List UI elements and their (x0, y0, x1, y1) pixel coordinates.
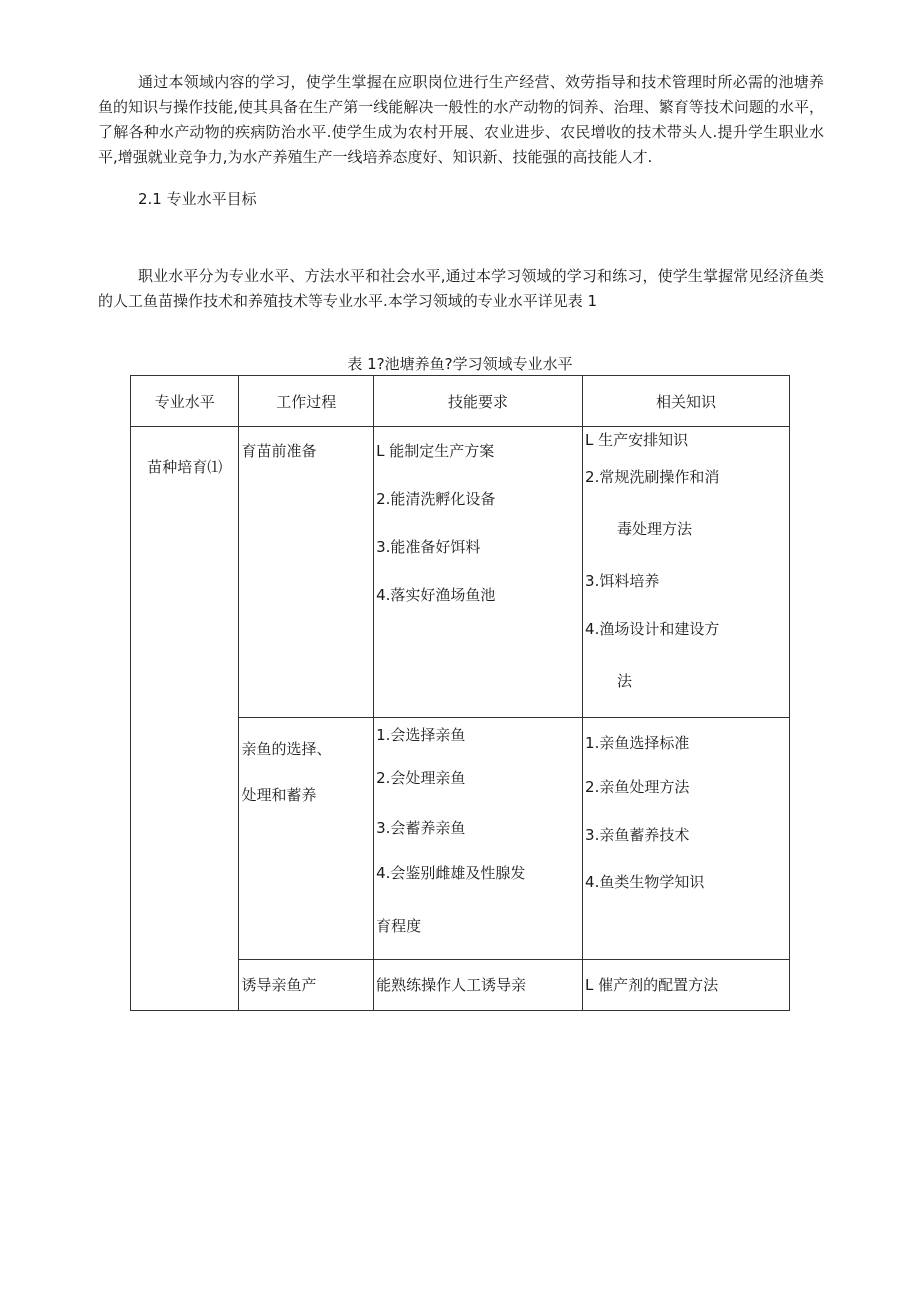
header-process: 工作过程 (239, 376, 374, 427)
list-item: 3.亲鱼蓄养技术 (585, 826, 690, 844)
list-item: 2.常规洗刷操作和消 (585, 468, 720, 486)
knowledge-cell (583, 718, 790, 960)
list-item: L 催产剂的配置方法 (585, 976, 719, 994)
list-item: 4.鱼类生物学知识 (585, 873, 705, 891)
list-item: 4.会鉴别雌雄及性腺发 (376, 864, 526, 882)
list-item: 3.会蓄养亲鱼 (376, 819, 466, 837)
list-item: 1.亲鱼选择标准 (585, 734, 690, 752)
list-item: 4.渔场设计和建设方 (585, 620, 720, 638)
process-cell (239, 718, 374, 960)
list-item: 能熟练操作人工诱导亲 (376, 976, 527, 994)
competency-table (130, 375, 790, 1011)
table-row (131, 427, 790, 718)
list-item: 1.会选择亲鱼 (376, 726, 466, 744)
skills-cell (374, 718, 583, 960)
list-item: 法 (617, 672, 633, 690)
list-item: 3.能准备好饵料 (376, 538, 481, 556)
skills-cell (374, 427, 583, 718)
knowledge-cell (583, 960, 790, 1011)
process-label: 诱导亲鱼产 (241, 976, 317, 994)
level-label: 苗种培育⑴ (147, 458, 223, 476)
list-item: 4.落实好渔场鱼池 (376, 586, 496, 604)
header-level: 专业水平 (131, 376, 239, 427)
list-item: 育程度 (376, 917, 422, 935)
header-knowledge: 相关知识 (583, 376, 790, 427)
process-label-line: 处理和蓄养 (241, 786, 317, 804)
list-item: L 生产安排知识 (585, 431, 689, 449)
list-item: 2.亲鱼处理方法 (585, 778, 690, 796)
process-label-line: 亲鱼的选择、 (241, 740, 332, 758)
process-cell (239, 427, 374, 718)
process-cell (239, 960, 374, 1011)
process-label: 育苗前准备 (241, 442, 317, 460)
body-paragraph: 职业水平分为专业水平、方法水平和社会水平,通过本学习领域的学习和练习，使学生掌握常见经济鱼类的人工鱼苗操作技术和养殖技术等专业水平.本学习领域的专业水平详见表 1 (98, 267, 824, 310)
list-item: 毒处理方法 (617, 520, 693, 538)
list-item: 2.能清洗孵化设备 (376, 490, 496, 508)
list-item: L 能制定生产方案 (376, 442, 495, 460)
table-caption: 表 1?池塘养鱼?学习领域专业水平 (347, 355, 573, 373)
list-item: 3.饵料培养 (585, 572, 660, 590)
intro-paragraph: 通过本领域内容的学习，使学生掌握在应职岗位进行生产经营、效劳指导和技术管理时所必需的池塘养鱼的知识与操作技能,使其具备在生产第一线能解决一般性的水产动物的饲养、治理、繁育等技术问题的水平，了解各种水产动物的疾病防治水平.使学生成为农村开展、农业进步、农民增收的技术带头人.提升学生职业水平,增强就业竞争力,为水产养殖生产一线培养态度好、知识新、技能强的高技能人才. (98, 73, 824, 166)
header-skills: 技能要求 (374, 376, 583, 427)
skills-cell (374, 960, 583, 1011)
table-header-row (131, 376, 790, 427)
level-cell (131, 427, 239, 1011)
knowledge-cell (583, 427, 790, 718)
list-item: 2.会处理亲鱼 (376, 769, 466, 787)
section-heading: 2.1 专业水平目标 (138, 190, 257, 208)
